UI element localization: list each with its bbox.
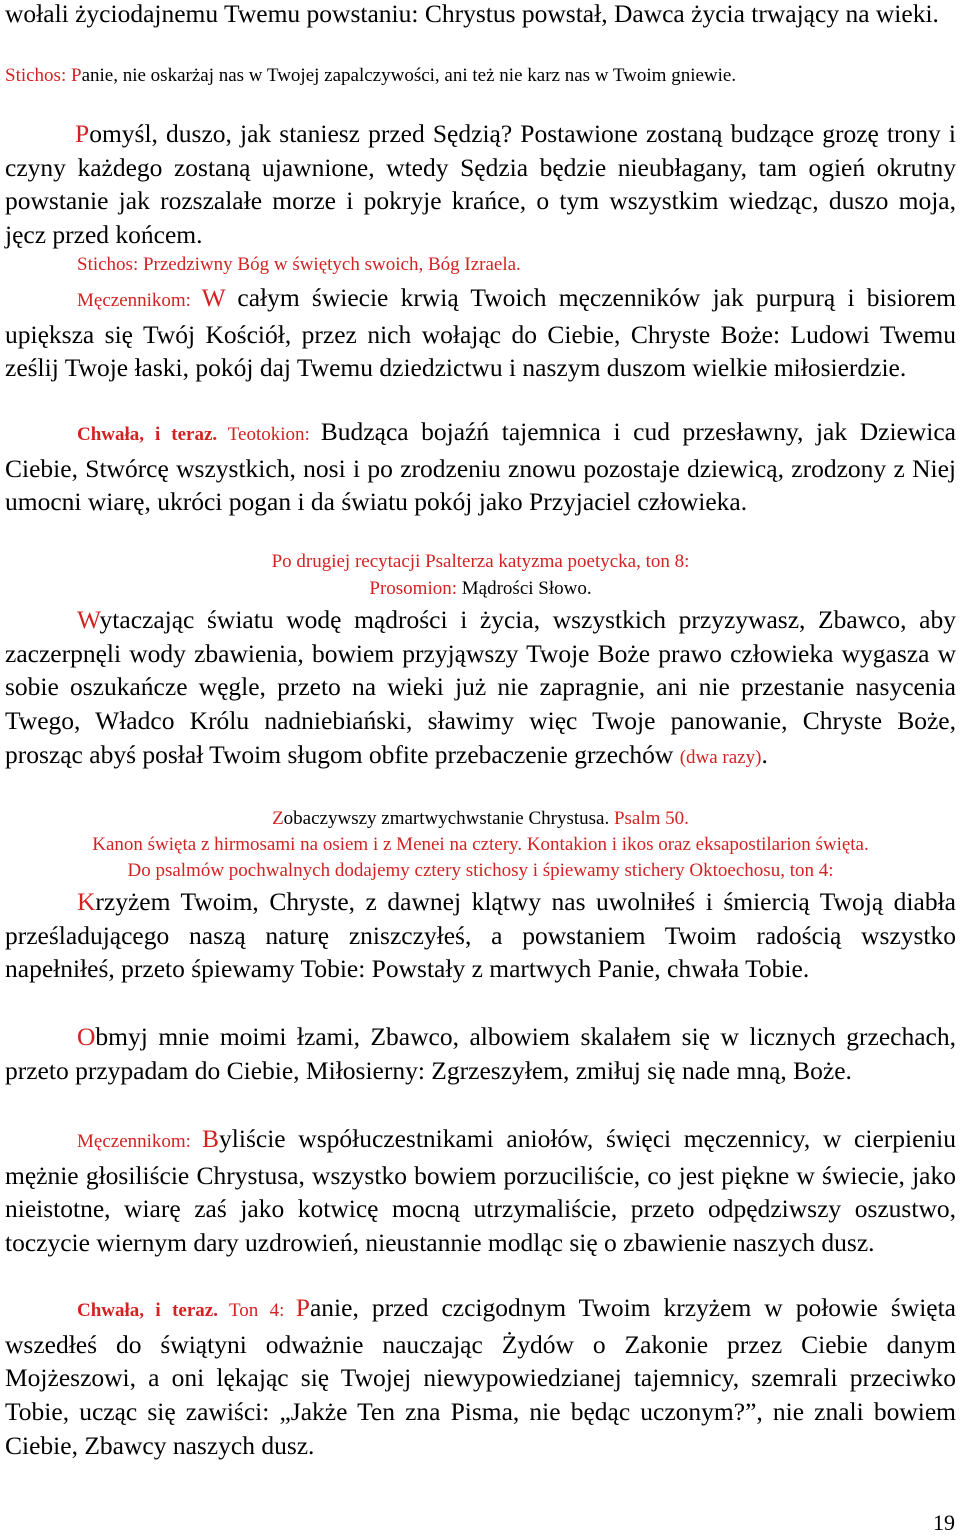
paragraph-text: anie, przed czcigodnym Twoim krzyżem w połowie święta wszedłeś do świątyni odważnie nauczając Żydów o Zakonie przez Ciebie danym Mojżeszowi, a oni lękając się Twojej niewypowiedzianej tajemnicy, szemrali przeciwko Tobie, ucząc się zawiści: „Jakże Ten zna Pisma, nie będąc uczonym?”, nie znali bowiem Ciebie, Zbawcy naszych dusz. [5, 1293, 956, 1460]
drop-letter: W [77, 605, 100, 634]
stichos-verse-1 [5, 63, 956, 89]
paragraph-krzyzem [5, 885, 956, 986]
rubric-heading-katyzma [5, 549, 956, 575]
paragraph-text: Postawione zostaną budzące grozę trony i czyny każdego zostaną ujawnione, wtedy Sędzia będzie nieubłagany, tam ogień okrutny powstanie jak rozszalałe morze i pokryje krańce, o tym wszystkim wiedząc, duszo moja, jęcz przed końcem. [5, 119, 956, 250]
rubric-heading-prosomion [5, 576, 956, 602]
repeat-note: (dwa razy) [679, 746, 762, 768]
verse-text: anie, nie oskarżaj nas w Twojej zapalczywości, ani też nie karz nas w Twoim gniewie. [81, 65, 737, 86]
drop-letter: W [201, 283, 226, 312]
rubric-text: obaczywszy zmartwychwstanie Chrystusa. [283, 808, 610, 829]
rubric-label: Stichos: [77, 254, 143, 275]
rubric-psalm: Psalm 50. [609, 808, 689, 829]
rubric-label: Męczennikom: [77, 290, 202, 311]
paragraph-text: Budząca bojaźń tajemnica i cud przesławny, jak Dziewica Ciebie, Stwórcę wszystkich, nosi i po zrodzeniu znowu pozostaje dziewicą, zrodzony z Niej umocni wiarę, ukróci pogan i da światu pokój jako Przyjaciel człowieka. [5, 417, 956, 517]
drop-letter: K [77, 887, 96, 916]
paragraph-ton-4 [5, 1291, 956, 1463]
stichos-verse-2 [5, 252, 956, 278]
verse-text: Przedziwny Bóg w świętych swoich, Bóg Izraela. [142, 254, 521, 275]
rubric-text: Po drugiej recytacji Psalterza katyzma poetycka, ton 8: [271, 551, 690, 572]
paragraph-continuation [5, 0, 956, 31]
paragraph-text: bmyj mnie moimi łzami, Zbawco, albowiem skalałem się w licznych grzechach, przeto przypadam do Ciebie, Miłosierny: Zgrzeszyłem, zmiłuj się nade mną, Boże. [5, 1022, 956, 1085]
paragraph-obmyj [5, 1020, 956, 1087]
drop-letter: O [77, 1022, 96, 1051]
rubric-psalmy-pochwalne [5, 858, 956, 884]
drop-letter: P [295, 1293, 310, 1322]
paragraph-text: ytaczając światu wodę mądrości i życia, wszystkich przyzywasz, Zbawco, aby zaczerpnęli wody zbawienia, bowiem przyjąwszy Twoje Boże prawo człowieka wygasza w sobie oszukańcze węgle, przeto na wieki już nie zapragnie, ani nie przestanie nasycenia Twego, Władco Królu nadniebiański, sławimy więc Twoje panowanie, Chryste Boże, prosząc abyś posłał Twoim sługom obfite przebaczenie grzechów [5, 605, 956, 769]
paragraph-lead: omyśl, duszo, jak staniesz przed Sędzią? [89, 119, 513, 148]
rubric-label: Teotokion: [217, 424, 321, 445]
paragraph-text: rzyżem Twoim, Chryste, z dawnej klątwy nas uwolniłeś i śmiercią Twoją diabła prześladującego naszą naturę zniszczyłeś, a powstaniem Twoim radością wszystko napełniłeś, przeto śpiewamy Tobie: Powstały z martwych Panie, chwała Tobie. [5, 887, 956, 984]
rubric-label: Prosomion: [369, 578, 462, 599]
rubric-kanon [5, 832, 956, 858]
rubric-label: Ton 4: [217, 1300, 296, 1321]
rubric-bold-label: Chwała, i teraz. [77, 424, 218, 445]
drop-letter: Z [272, 808, 284, 829]
rubric-bold-label: Chwała, i teraz. [77, 1300, 218, 1321]
paragraph-pomysl [5, 117, 956, 252]
rubric-text: Kanon święta z hirmosami na osiem i z Menei na cztery. Kontakion i ikos oraz eksapostilarion święta. [92, 834, 869, 855]
paragraph-teotokion [5, 415, 956, 519]
drop-letter: B [202, 1124, 220, 1153]
rubric-text: Do psalmów pochwalnych dodajemy cztery stichosy i śpiewamy stichery Oktoechosu, ton 4: [127, 860, 834, 881]
rubric-melody: Mądrości Słowo. [461, 578, 592, 599]
rubric-label: Stichos: [5, 65, 71, 86]
paragraph-meczennikom-1 [5, 281, 956, 385]
paragraph-text: yliście współuczestnikami aniołów, święci męczennicy, w cierpieniu mężnie głosiliście Chrystusa, wszystko bowiem porzuciliście, co jest piękne w świecie, jako nieistotne, wiarę zaś jako kotwicę mocną utrzymaliście, przeto odpędziwszy oszustwo, toczycie wiernym dary uzdrowień, nieustannie modląc się o zbawienie naszych dusz. [5, 1124, 957, 1258]
drop-letter: P [75, 119, 90, 148]
paragraph-text: całym świecie krwią Twoich męczenników jak purpurą i bisiorem upiększa się Twój Kościół, przez nich wołając do Ciebie, Chryste Boże: Ludowi Twemu ześlij Twoje łaski, pokój daj Twemu dziedzictwu i naszym duszom wielkie miłosierdzie. [5, 283, 956, 383]
paragraph-meczennikom-2 [5, 1122, 956, 1260]
rubric-zobaczywszy [5, 806, 956, 832]
page-number: 19 [933, 1510, 955, 1535]
rubric-label: Męczennikom: [77, 1131, 203, 1152]
paragraph-end: . [761, 739, 768, 769]
paragraph-wytaczajac [5, 603, 956, 775]
drop-letter: P [70, 65, 82, 86]
paragraph-text: wołali życiodajnemu Twemu powstaniu: Chrystus powstał, Dawca życia trwający na wieki. [5, 0, 939, 28]
